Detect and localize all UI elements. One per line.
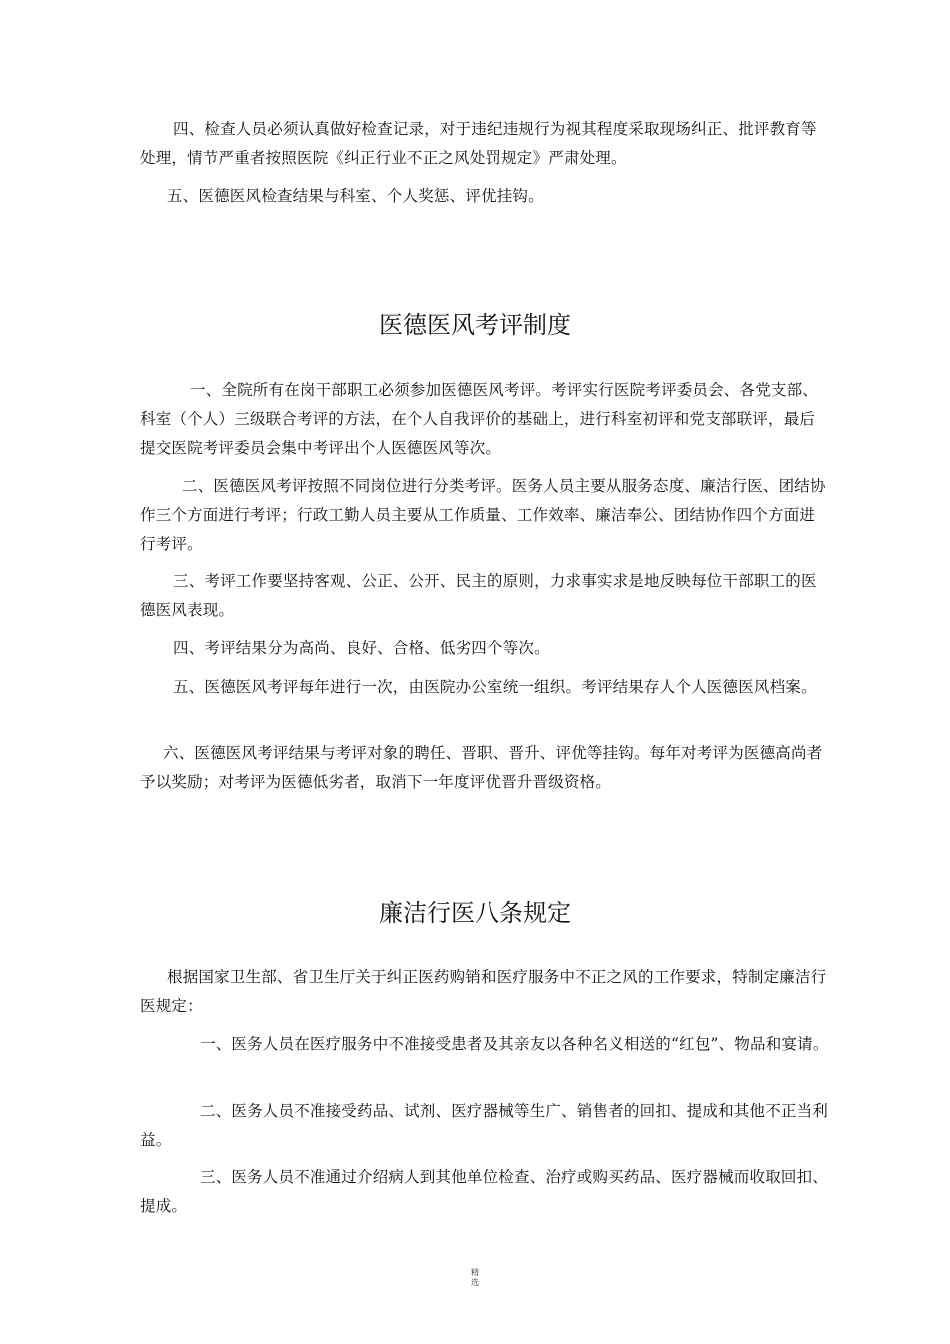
paragraph-integrity-1: 一、医务人员在医疗服务中不准接受患者及其亲友以各种名义相送的“红包”、物品和宴请。 bbox=[200, 1035, 829, 1053]
section-title-evaluation-system: 医德医风考评制度 bbox=[379, 311, 571, 339]
paragraph-evaluation-1: 一、全院所有在岗干部职工必须参加医德医风考评。考评实行医院考评委员会、各党支部、科室（个人）三级联合考评的方法，在个人自我评价的基础上，进行科室初评和党支部联评，最后提交医院考评委员会集中考评出个人医德医风等次。 bbox=[140, 381, 819, 457]
paragraph-integrity-intro: 根据国家卫生部、省卫生厅关于纠正医药购销和医疗服务中不正之风的工作要求，特制定廉洁行医规定： bbox=[140, 968, 827, 1015]
paragraph-integrity-2: 二、医务人员不准接受药品、试剂、医疗器械等生广、销售者的回扣、提成和其他不正当利益。 bbox=[140, 1102, 829, 1149]
paragraph-evaluation-6: 六、医德医风考评结果与考评对象的聘任、晋职、晋升、评优等挂钩。每年对考评为医德高尚者予以奖励；对考评为医德低劣者，取消下一年度评优晋升晋级资格。 bbox=[140, 744, 823, 791]
paragraph-inspection-result: 五、医德医风检查结果与科室、个人奖惩、评优挂钩。 bbox=[167, 187, 544, 205]
paragraph-integrity-3: 三、医务人员不准通过介绍病人到其他单位检查、治疗或购买药品、医疗器械而收取回扣、提成。 bbox=[140, 1168, 829, 1215]
footer-line-2: 选 bbox=[471, 1278, 479, 1287]
paragraph-evaluation-5: 五、医德医风考评每年进行一次，由医院办公室统一组织。考评结果存人个人医德医风档案。 bbox=[173, 678, 817, 696]
paragraph-evaluation-3: 三、考评工作要坚持客观、公正、公开、民主的原则，力求事实求是地反映每位干部职工的医德医风表现。 bbox=[140, 572, 817, 619]
section-title-integrity-rules: 廉洁行医八条规定 bbox=[379, 899, 571, 927]
footer-line-1: 精 bbox=[471, 1268, 479, 1277]
paragraph-inspection-record: 四、检查人员必须认真做好检查记录，对于违纪违规行为视其程度采取现场纠正、批评教育等处理，情节严重者按照医院《纠正行业不正之风处罚规定》严肃处理。 bbox=[140, 120, 817, 167]
paragraph-evaluation-4: 四、考评结果分为高尚、良好、合格、低劣四个等次。 bbox=[173, 639, 550, 657]
paragraph-evaluation-2: 二、医德医风考评按照不同岗位进行分类考评。医务人员主要从服务态度、廉洁行医、团结协作三个方面进行考评；行政工勤人员主要从工作质量、工作效率、廉洁奉公、团结协作四个方面进行考评。 bbox=[140, 477, 826, 553]
page-footer bbox=[460, 1268, 490, 1288]
